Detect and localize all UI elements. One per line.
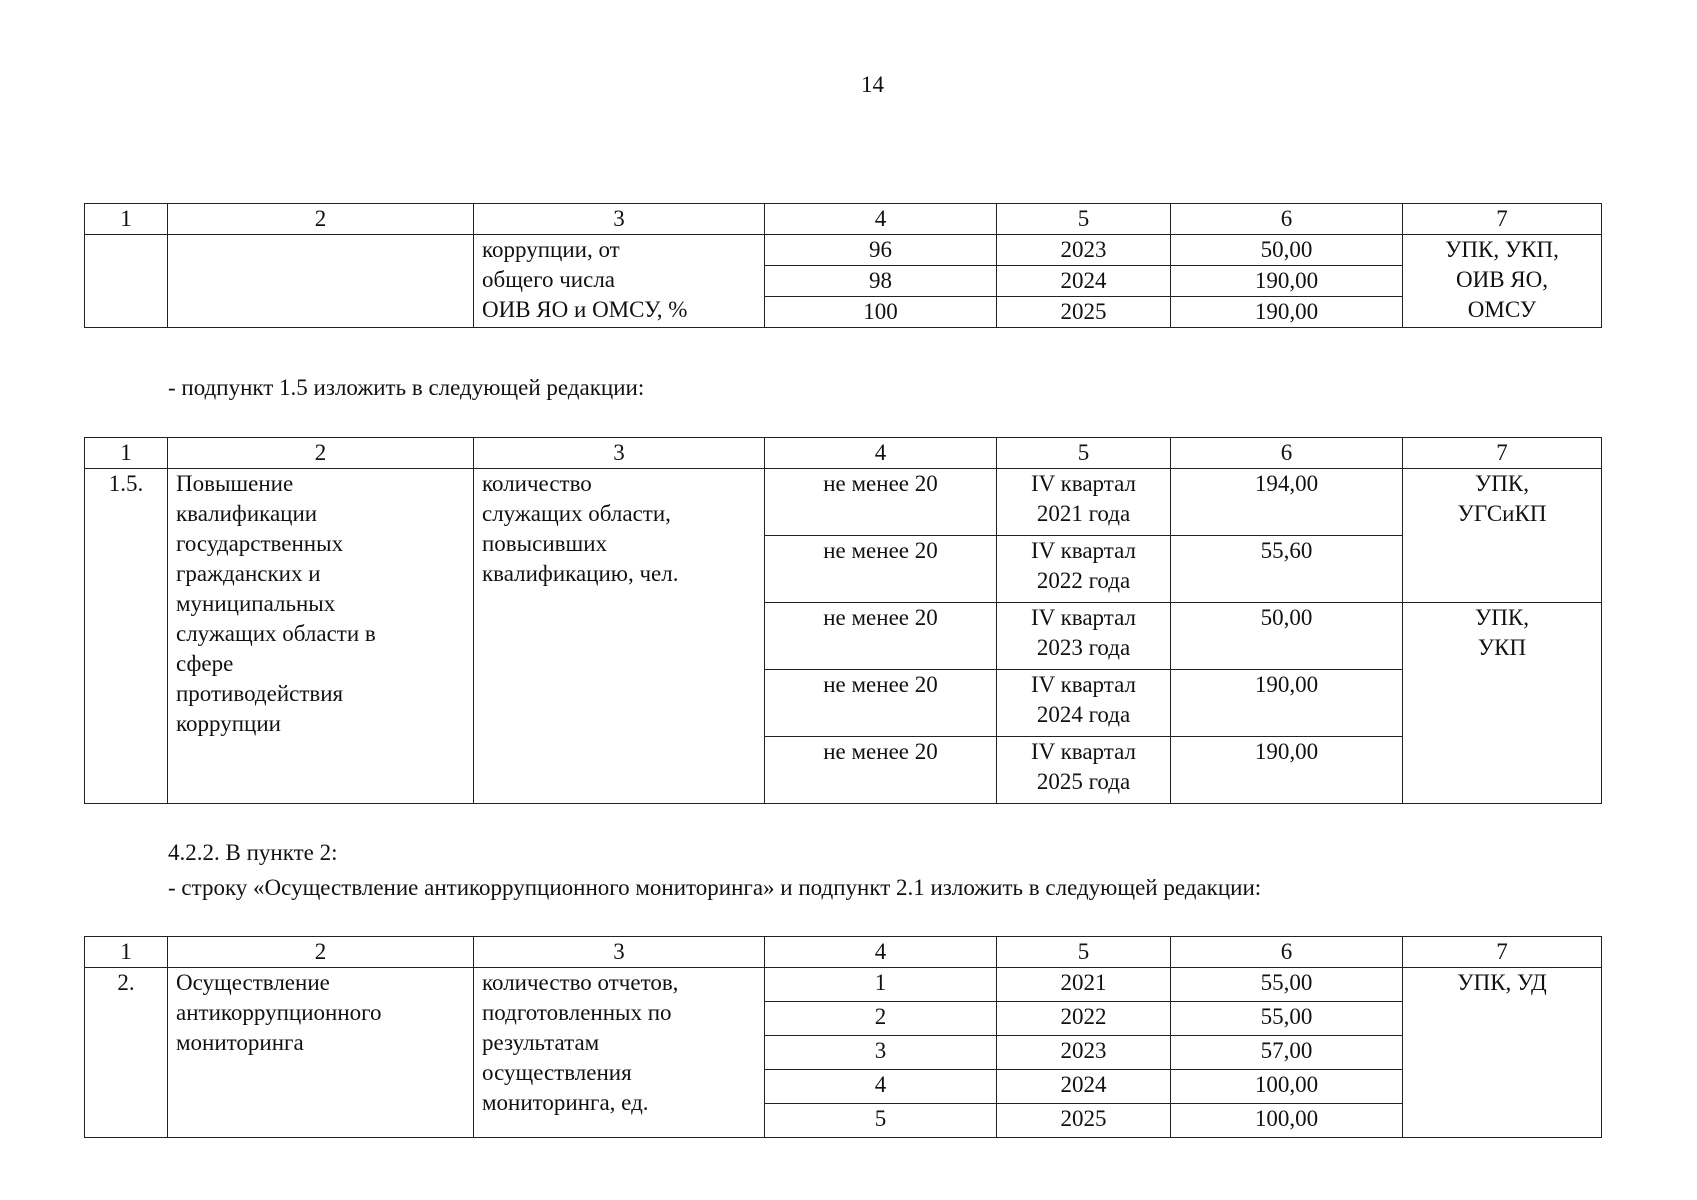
year-cell: 2023 <box>997 235 1171 266</box>
name-line: квалификации <box>176 501 318 526</box>
year-cell: 2022 <box>997 1002 1171 1036</box>
indicator-cell <box>474 235 765 328</box>
amount-cell: 190,00 <box>1171 266 1403 297</box>
executor-cell <box>1403 603 1602 804</box>
amount-cell: 190,00 <box>1171 737 1403 804</box>
amount-cell: 55,00 <box>1171 1002 1403 1036</box>
executor-line: УПК, УКП, <box>1445 237 1559 262</box>
year-cell: 2025 <box>997 1104 1171 1138</box>
table-subitem-1-5 <box>84 437 1602 804</box>
indicator-line: мониторинга, ед. <box>482 1090 649 1115</box>
term-line: IV квартал <box>1031 605 1136 630</box>
amount-cell: 57,00 <box>1171 1036 1403 1070</box>
col-header-2: 2 <box>168 204 474 235</box>
value-cell: 100 <box>765 297 997 328</box>
table-row <box>85 968 1602 1002</box>
term-line: 2024 года <box>1036 702 1131 727</box>
executor-line: ОИВ ЯО, <box>1455 267 1548 292</box>
executor-line: УКП <box>1477 635 1527 660</box>
value-cell: не менее 20 <box>765 670 997 737</box>
num-cell: 2. <box>85 968 168 1138</box>
value-cell: не менее 20 <box>765 603 997 670</box>
col-header-1: 1 <box>85 937 168 968</box>
table-header-row <box>85 937 1602 968</box>
indicator-cell <box>474 968 765 1138</box>
executor-line: ОМСУ <box>1467 297 1537 322</box>
amount-cell: 100,00 <box>1171 1104 1403 1138</box>
amount-cell: 194,00 <box>1171 469 1403 536</box>
executor-cell <box>1403 469 1602 603</box>
executor-cell: УПК, УД <box>1403 968 1602 1138</box>
value-cell: 3 <box>765 1036 997 1070</box>
name-line: Осуществление <box>176 970 330 995</box>
year-cell: 2024 <box>997 1070 1171 1104</box>
value-cell: не менее 20 <box>765 469 997 536</box>
name-line: противодействия <box>176 681 344 706</box>
indicator-line: квалификацию, чел. <box>482 561 679 586</box>
value-cell: 1 <box>765 968 997 1002</box>
amount-cell: 50,00 <box>1171 235 1403 266</box>
amount-cell: 190,00 <box>1171 670 1403 737</box>
num-cell <box>85 235 168 328</box>
num-cell: 1.5. <box>85 469 168 804</box>
name-cell <box>168 469 474 804</box>
executor-line: УПК, <box>1475 605 1529 630</box>
name-line: мониторинга <box>176 1030 304 1055</box>
value-cell: 5 <box>765 1104 997 1138</box>
name-line: гражданских и <box>176 561 321 586</box>
table-row <box>85 235 1602 266</box>
year-cell: 2021 <box>997 968 1171 1002</box>
indicator-line: количество <box>482 471 592 496</box>
col-header-4: 4 <box>765 937 997 968</box>
value-cell: 96 <box>765 235 997 266</box>
executor-cell <box>1403 235 1602 328</box>
col-header-2: 2 <box>168 438 474 469</box>
col-header-7: 7 <box>1403 937 1602 968</box>
col-header-6: 6 <box>1171 204 1403 235</box>
value-cell: 4 <box>765 1070 997 1104</box>
year-cell: 2023 <box>997 1036 1171 1070</box>
table-row <box>85 469 1602 536</box>
col-header-6: 6 <box>1171 937 1403 968</box>
term-line: 2025 года <box>1036 769 1131 794</box>
table-header-row <box>85 204 1602 235</box>
indicator-line: служащих области, <box>482 501 671 526</box>
table-item-2 <box>84 936 1602 1138</box>
term-line: IV квартал <box>1031 538 1136 563</box>
term-cell <box>997 670 1171 737</box>
name-cell <box>168 235 474 328</box>
indicator-line: результатам <box>482 1030 600 1055</box>
name-line: коррупции <box>176 711 281 736</box>
name-line: сфере <box>176 651 234 676</box>
name-line: государственных <box>176 531 344 556</box>
value-cell: 2 <box>765 1002 997 1036</box>
col-header-3: 3 <box>474 937 765 968</box>
amount-cell: 55,60 <box>1171 536 1403 603</box>
indicator-line: осуществления <box>482 1060 632 1085</box>
name-line: антикоррупционного <box>176 1000 382 1025</box>
col-header-2: 2 <box>168 937 474 968</box>
instruction-paragraph: - строку «Осуществление антикоррупционного мониторинга» и подпункт 2.1 изложить в следующей редакции: <box>168 875 1262 900</box>
col-header-1: 1 <box>85 438 168 469</box>
indicator-cell <box>474 469 765 804</box>
year-cell: 2024 <box>997 266 1171 297</box>
term-line: 2021 года <box>1036 501 1131 526</box>
value-cell: не менее 20 <box>765 737 997 804</box>
page-number: 14 <box>861 72 884 97</box>
year-cell: 2025 <box>997 297 1171 328</box>
term-line: 2022 года <box>1036 568 1131 593</box>
term-cell <box>997 536 1171 603</box>
col-header-7: 7 <box>1403 438 1602 469</box>
name-cell <box>168 968 474 1138</box>
col-header-6: 6 <box>1171 438 1403 469</box>
col-header-1: 1 <box>85 204 168 235</box>
executor-line: УГСиКП <box>1457 501 1547 526</box>
name-line: служащих области в <box>176 621 376 646</box>
instruction-paragraph: - подпункт 1.5 изложить в следующей редакции: <box>168 375 645 400</box>
indicator-line: повысивших <box>482 531 608 556</box>
col-header-5: 5 <box>997 438 1171 469</box>
col-header-3: 3 <box>474 438 765 469</box>
term-cell <box>997 603 1171 670</box>
indicator-line: коррупции, от <box>482 237 620 262</box>
term-line: IV квартал <box>1031 672 1136 697</box>
section-heading: 4.2.2. В пункте 2: <box>168 840 338 865</box>
col-header-4: 4 <box>765 204 997 235</box>
col-header-5: 5 <box>997 204 1171 235</box>
term-line: IV квартал <box>1031 471 1136 496</box>
name-line: Повышение <box>176 471 294 496</box>
col-header-4: 4 <box>765 438 997 469</box>
value-cell: не менее 20 <box>765 536 997 603</box>
amount-cell: 50,00 <box>1171 603 1403 670</box>
col-header-5: 5 <box>997 937 1171 968</box>
indicator-line: подготовленных по <box>482 1000 672 1025</box>
executor-line: УПК, <box>1475 471 1529 496</box>
term-cell <box>997 737 1171 804</box>
table-continuation <box>84 203 1602 328</box>
term-cell <box>997 469 1171 536</box>
term-line: 2023 года <box>1036 635 1131 660</box>
table-header-row <box>85 438 1602 469</box>
amount-cell: 190,00 <box>1171 297 1403 328</box>
value-cell: 98 <box>765 266 997 297</box>
indicator-line: общего числа <box>482 267 616 292</box>
amount-cell: 100,00 <box>1171 1070 1403 1104</box>
indicator-line: количество отчетов, <box>482 970 679 995</box>
amount-cell: 55,00 <box>1171 968 1403 1002</box>
col-header-7: 7 <box>1403 204 1602 235</box>
name-line: муниципальных <box>176 591 336 616</box>
term-line: IV квартал <box>1031 739 1136 764</box>
indicator-line: ОИВ ЯО и ОМСУ, % <box>482 297 688 322</box>
col-header-3: 3 <box>474 204 765 235</box>
